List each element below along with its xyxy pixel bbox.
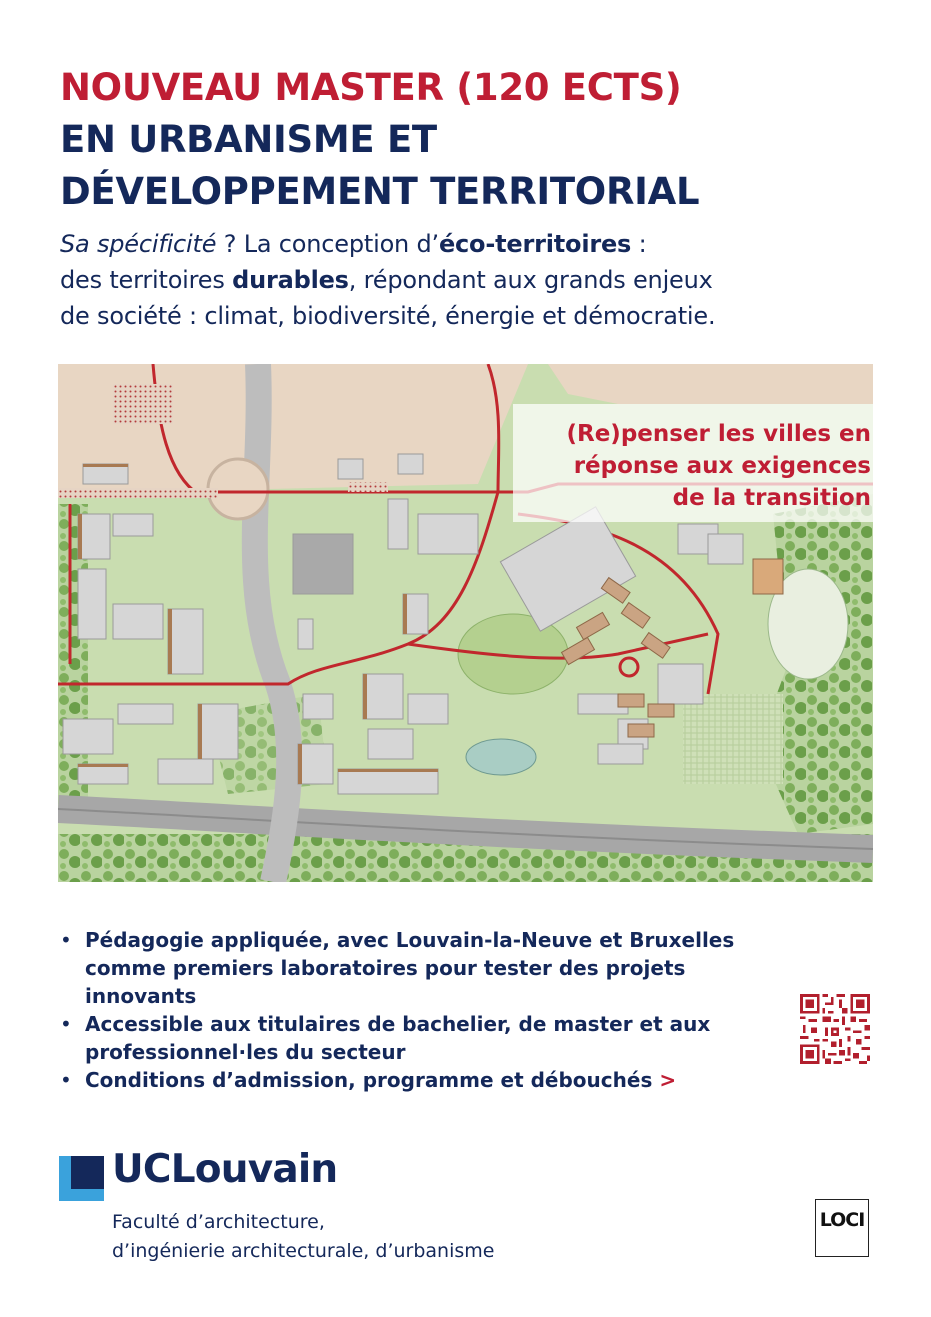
- loci-logo[interactable]: LOCI: [815, 1199, 869, 1257]
- feature-list: [60, 926, 790, 1094]
- uclouvain-logo-mark-icon: [59, 1156, 104, 1201]
- chevron-right-icon[interactable]: >: [659, 1068, 677, 1092]
- subtitle-keyword-durables: durables: [232, 266, 349, 294]
- admission-link[interactable]: • Conditions d’admission, programme et débouchés >: [60, 1066, 790, 1094]
- title-line-2: EN URBANISME ET: [60, 118, 437, 161]
- subtitle-question: Sa spécificité: [60, 230, 217, 258]
- uclouvain-wordmark: UCLouvain: [112, 1147, 338, 1192]
- subtitle: Sa spécificité ? La conception d’éco-territoires : des territoires durables, répondant aux grands enjeux de société : climat, biodiversité, énergie et démocratie.: [60, 230, 716, 330]
- title-line-3: DÉVELOPPEMENT TERRITORIAL: [60, 170, 700, 213]
- qr-code[interactable]: [800, 994, 870, 1064]
- page-title: [60, 62, 699, 218]
- list-item: • Pédagogie appliquée, avec Louvain-la-Neuve et Bruxelles comme premiers laboratoires pour tester des projets innovants: [60, 926, 790, 1010]
- urban-plan-map: [58, 364, 873, 882]
- subtitle-keyword-eco: éco-territoires: [438, 230, 632, 258]
- title-line-1: NOUVEAU MASTER (120 ECTS): [60, 66, 682, 109]
- faculty-name: Faculté d’architecture, d’ingénierie architecturale, d’urbanisme: [112, 1211, 495, 1262]
- list-item: • Accessible aux titulaires de bachelier, de master et aux professionnel·les du secteur: [60, 1010, 790, 1066]
- map-caption: (Re)penser les villes en réponse aux exigences de la transition: [513, 404, 873, 522]
